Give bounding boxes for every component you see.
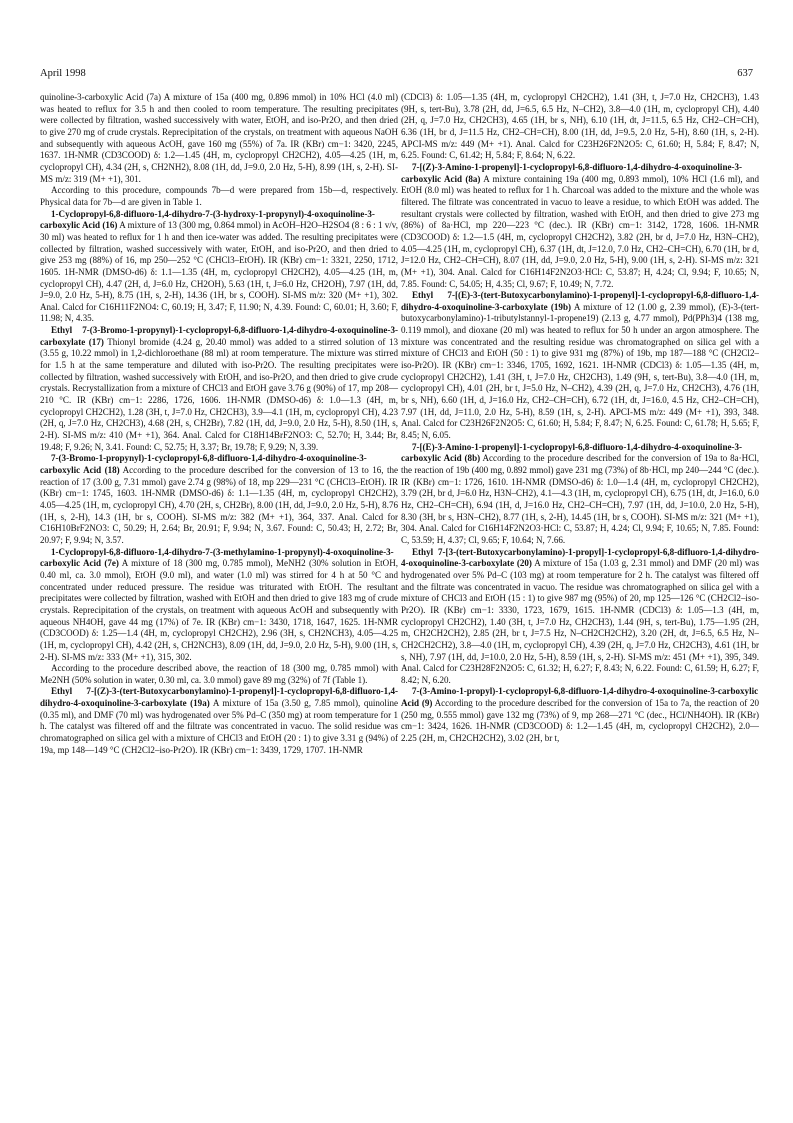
- compound-heading: 7-[(E)-3-Amino-1-propenyl]-1-cyclopropyl-6,8-difluoro-1,4-dihydro-4-oxoquinoline-3-carboxylic Acid (8b): [401, 441, 743, 464]
- page-header: [40, 68, 753, 88]
- compound-heading: Ethyl 7-(3-Bromo-1-propynyl)-1-cyclopropyl-6,8-difluoro-1,4-dihydro-4-oxoquinoline-3-carboxylate (17): [40, 325, 398, 347]
- paragraph-text: A mixture of 12 (1.00 g, 2.39 mmol), (E)-3-(tert-butoxycarbonylamino)-1-tributylstannyl-1-propene19) (2.13 g, 4.77 mmol), Pd(PPh3)4 (138 mg, 0.119 mmol), and dioxane (20 ml) was heated to reflux for 50 h under an argon atmosphere. The mixture was concentrated and the resulting residue was chromatographed on silica gel with a mixture of CHCl3 and EtOH (50 : 1) to give 931 mg (87%) of 19b, mp 187—188 °C (CH2Cl2–iso-Pr2O). IR (KBr) cm−1: 3346, 1705, 1692, 1621. 1H-NMR (CDCl3) δ: 1.05—1.35 (4H, m, cyclopropyl CH2CH2), 1.41 (3H, t, J=7.0 Hz, CH2CH3), 1.49 (9H, s, tert-Bu), 3.8—4.0 (1H, m, cyclopropyl CH), 4.01 (2H, br t, J=5.0 Hz, N–CH2), 4.39 (2H, q, J=7.0 Hz, CH2CH3), 4.76 (1H, br s, NH), 6.60 (1H, d, J=16.0 Hz, CH2–CH=CH), 6.72 (1H, dt, J=16.0, 4.5 Hz, CH2–CH=CH), 7.97 (1H, dd, J=11.0, 2.0 Hz, 5-H), 8.59 (1H, s, 2-H). APCI-MS m/z: 449 (M+ +1), 393, 348. Anal. Calcd for C23H26F2N2O5: C, 61.60; H, 5.84; F, 8.47; N, 6.25. Found: C, 61.78; H, 5.65; F, 8.45; N, 6.05.: [401, 301, 759, 441]
- compound-heading: 1-Cyclopropyl-6,8-difluoro-1,4-dihydro-7-(3-hydroxy-1-propynyl)-4-oxoquinoline-3-carboxylic Acid (16): [40, 208, 375, 231]
- paragraph-text: According to the procedure described above, the reaction of 18 (300 mg, 0.785 mmol) with Me2NH (50% solution in water, 0.30 ml, ca. 3.0 mmol) gave 89 mg (32%) of 7f (Table 1).: [40, 663, 398, 685]
- paragraph-text: A mixture of 15a (3.50 g, 7.85 mmol), quinoline (0.35 ml), and DMF (70 ml) was hydrogenated over 5% Pd–C (350 mg) at room temperature for 1 h. The catalyst was filtered off and the filtrate was concentrated in vacuo. The solid residue was chromatographed on silica gel with a mixture of CHCl3 and EtOH (20 : 1) to give 3.31 g (94%) of 19a, mp 148—149 °C (CH2Cl2–iso-Pr2O). IR (KBr) cm−1: 3439, 1729, 1707. 1H-NMR: [40, 698, 398, 755]
- paragraph-text: A mixture containing 19a (400 mg, 0.893 mmol), 10% HCl (1.6 ml), and EtOH (8.0 ml) was heated to reflux for 1 h. Charcoal was added to the mixture and the whole was filtered. The filtrate was concentrated in vacuo to leave a residue, to which EtOH was added. The resultant crystals were collected by filtration, washed with EtOH, and then dried to give 273 mg (86%) of 8a·HCl, mp 220—223 °C (dec.). IR (KBr) cm−1: 3142, 1728, 1606. 1H-NMR (CD3COOD) δ: 1.2—1.5 (4H, m, cyclopropyl CH2CH2), 3.82 (2H, br d, J=7.0 Hz, H3N–CH2), 4.05—4.25 (1H, m, cyclopropyl CH), 6.37 (1H, dt, J=12.0, 7.0 Hz, CH2–CH=CH), 6.70 (1H, br d, J=12.0 Hz, CH2–CH=CH), 8.07 (1H, dd, J=9.0, 2.0 Hz, 5-H), 9.00 (1H, s, 2-H). SI-MS m/z: 321 (M+ +1), 304. Anal. Calcd for C16H14F2N2O3·HCl: C, 53.87; H, 4.24; Cl, 9.94; F, 10.65; N, 7.85. Found: C, 54.05; H, 4.35; Cl, 9.67; F, 10.49; N, 7.72.: [401, 173, 759, 289]
- page-number: 637: [737, 68, 753, 79]
- paragraph: [401, 686, 759, 744]
- left-column: [40, 92, 398, 1102]
- paragraph: [401, 92, 759, 162]
- paragraph-text: quinoline-3-carboxylic Acid (7a) A mixture of 15a (400 mg, 0.896 mmol) in 10% HCl (4.0 ml) was heated to reflux for 3.5 h and then cooled to room temperature. The resulting precipitates were collected by filtration, washed successively with water, EtOH, and iso-Pr2O, and then dried to give 270 mg of crude crystals. Reprecipitation of the crystals, on treatment with aqueous NaOH and subsequently with aqueous AcOH, gave 160 mg (55%) of 7a. IR (KBr) cm−1: 3420, 2245, 1637. 1H-NMR (CD3COOD) δ: 1.2—1.45 (4H, m, cyclopropyl CH2CH2), 4.05—4.25 (1H, m, cyclopropyl CH), 4.34 (2H, s, CH2NH2), 8.08 (1H, dd, J=9.0, 2.0 Hz, 5-H), 8.99 (1H, s, 2-H). SI-MS m/z: 319 (M+ +1), 301.: [40, 92, 398, 184]
- compound-heading: Ethyl 7-[(Z)-3-(tert-Butoxycarbonylamino)-1-propenyl]-1-cyclopropyl-6,8-difluoro-1,4-dihydro-4-oxoquinoline-3-carboxylate (19a): [40, 686, 398, 709]
- paragraph: [40, 92, 398, 185]
- running-header-date: April 1998: [40, 68, 86, 79]
- paragraph: [40, 325, 398, 453]
- paragraph: [401, 442, 759, 547]
- paragraph-text: Thionyl bromide (4.24 g, 20.40 mmol) was added to a stirred solution of 13 (3.55 g, 10.22 mmol) in 1,2-dichloroethane (88 ml) at room temperature. The mixture was stirred for 1.5 h at the same temperature and diluted with iso-Pr2O. The resulting precipitates were collected by filtration, washed successively with EtOH, and iso-Pr2O, and then dried to give crude crystals. Recrystallization from a mixture of CHCl3 and EtOH gave 3.76 g (90%) of 17, mp 208—210 °C. IR (KBr) cm−1: 2286, 1726, 1606. 1H-NMR (DMSO-d6) δ: 1.0—1.3 (4H, m, cyclopropyl CH2CH2), 1.28 (3H, t, J=7.0 Hz, CH2CH3), 3.9—4.1 (1H, m, cyclopropyl CH), 4.23 (2H, q, J=7.0 Hz, CH2CH3), 4.68 (2H, s, CH2Br), 7.82 (1H, dd, J=9.0, 2.0 Hz, 5-H), 8.50 (1H, s, 2-H). SI-MS m/z: 410 (M+ +1), 364. Anal. Calcd for C18H14BrF2NO3: C, 52.70; H, 3.44; Br, 19.48; F, 9.26; N, 3.41. Found: C, 52.75; H, 3.37; Br, 19.78; F, 9.29; N, 3.39.: [40, 336, 398, 452]
- paragraph: [401, 547, 759, 687]
- paragraph-text: According to the procedure described for the conversion of 19a to 8a·HCl, the reaction of 19b (400 mg, 0.892 mmol) gave 231 mg (73%) of 8b·HCl, mp 240—244 °C (dec.). IR (KBr) cm−1: 1726, 1610. 1H-NMR (DMSO-d6) δ: 1.0—1.4 (4H, m, cyclopropyl CH2CH2), 3.79 (2H, br d, J=6.0 Hz, H3N–CH2), 4.1—4.3 (1H, m, cyclopropyl CH), 6.75 (1H, dt, J=16.0, 6.0 Hz, CH2–CH=CH), 6.94 (1H, d, J=16.0 Hz, CH2–CH=CH), 7.97 (1H, dd, J=10.0, 2.0 Hz, 5-H), 8.30 (3H, br s, H3N–CH2), 8.77 (1H, s, 2-H), 14.45 (1H, br s, COOH). SI-MS m/z: 321 (M+ +1), 304. Anal. Calcd for C16H14F2N2O3·HCl: C, 53.87; H, 4.24; Cl, 9.94; F, 10.65; N, 7.85. Found: C, 53.59; H, 4.37; Cl, 9.65; F, 10.64; N, 7.66.: [401, 453, 759, 545]
- compound-heading: 7-(3-Amino-1-propyl)-1-cyclopropyl-6,8-difluoro-1,4-dihydro-4-oxoquinoline-3-carboxylic Acid (9): [401, 686, 759, 709]
- paragraph: [40, 686, 398, 756]
- paragraph: [40, 185, 398, 208]
- paragraph: [40, 547, 398, 664]
- paragraph-text: According to the procedure described for the conversion of 15a to 7a, the reaction of 20 (250 mg, 0.555 mmol) gave 132 mg (73%) of 9, mp 268—271 °C (dec., HCl/NH4OH). IR (KBr) cm−1: 3424, 1626. 1H-NMR (CD3COOD) δ: 1.2—1.45 (4H, m, cyclopropyl CH2CH2), 2.0—2.25 (2H, m, CH2CH2CH2), 3.02 (2H, br t,: [401, 698, 759, 744]
- compound-heading: 7-[(Z)-3-Amino-1-propenyl]-1-cyclopropyl-6,8-difluoro-1,4-dihydro-4-oxoquinoline-3-carboxylic Acid (8a): [401, 161, 743, 184]
- paragraph: [40, 663, 398, 686]
- paragraph: [40, 453, 398, 546]
- paragraph-text: According to the procedure described for the conversion of 13 to 16, the reaction of 17 (3.00 g, 7.31 mmol) gave 2.74 g (98%) of 18, mp 229—231 °C (CHCl3–EtOH). IR (KBr) cm−1: 1745, 1603. 1H-NMR (DMSO-d6) δ: 1.1—1.35 (4H, m, cyclopropyl CH2CH2), 4.05—4.25 (1H, m, cyclopropyl CH), 4.70 (2H, s, CH2Br), 8.00 (1H, dd, J=9.0, 2.0 Hz, 5-H), 8.76 (1H, s, 2-H), 14.3 (1H, br s, COOH). SI-MS m/z: 382 (M+ +1), 364, 337. Anal. Calcd for C16H10BrF2NO3: C, 50.29; H, 2.64; Br, 20.91; F, 9.94; N, 3.67. Found: C, 50.43; H, 2.72; Br, 20.97; F, 9.94; N, 3.57.: [40, 465, 398, 545]
- paragraph: [401, 290, 759, 442]
- compound-heading: 7-(3-Bromo-1-propynyl)-1-cyclopropyl-6,8-difluoro-1,4-dihydro-4-oxoquinoline-3-carboxylic Acid (18): [40, 453, 367, 475]
- paragraph-text: A mixture of 13 (300 mg, 0.864 mmol) in AcOH–H2O–H2SO4 (8 : 6 : 1 v/v, 30 ml) was heated to reflux for 1 h and then ice-water was added. The resulting precipitates were collected by filtration, washed successively with water, EtOH, and iso-Pr2O, and then dried to give 253 mg (88%) of 16, mp 250—252 °C (CHCl3–EtOH). IR (KBr) cm−1: 3321, 2250, 1712, 1605. 1H-NMR (DMSO-d6) δ: 1.1—1.35 (4H, m, cyclopropyl CH2CH2), 4.05—4.25 (1H, m, cyclopropyl CH), 4.47 (2H, d, J=6.0 Hz, CH2OH), 5.63 (1H, t, J=6.0 Hz, CH2OH), 7.97 (1H, dd, J=9.0, 2.0 Hz, 5-H), 8.75 (1H, s, 2-H), 14.36 (1H, br s, COOH). SI-MS m/z: 320 (M+ +1), 302. Anal. Calcd for C16H11F2NO4: C, 60.19; H, 3.47; F, 11.90; N, 4.39. Found: C, 60.01; H, 3.60; F, 11.98; N, 4.35.: [40, 220, 398, 324]
- paragraph-text: A mixture of 15a (1.03 g, 2.31 mmol) and DMF (20 ml) was hydrogenated over 5% Pd–C (103 mg) at room temperature for 2 h. The catalyst was filtered off and the filtrate was concentrated in vacuo. The residue was chromatographed on silica gel with a mixture of CHCl3 and EtOH (15 : 1) to give 987 mg (95%) of 20, mp 125—126 °C (CH2Cl2–iso-Pr2O). IR (KBr) cm−1: 3330, 1723, 1679, 1615. 1H-NMR (CDCl3) δ: 1.05—1.3 (4H, m, cyclopropyl CH2CH2), 1.40 (3H, t, J=7.0 Hz, CH2CH3), 1.44 (9H, s, tert-Bu), 1.75—1.95 (2H, m, CH2CH2CH2), 2.85 (2H, br t, J=7.5 Hz, N–CH2CH2CH2), 3.20 (2H, dt, J=6.5, 6.5 Hz, N–CH2CH2CH2), 3.8—4.0 (1H, m, cyclopropyl CH), 4.39 (2H, q, J=7.0 Hz, CH2CH3), 4.61 (1H, br s, NH), 7.97 (1H, dd, J=10.0, 2.0 Hz, 5-H), 8.59 (1H, s, 2-H). SI-MS m/z: 451 (M+ +1), 395, 349. Anal. Calcd for C23H28F2N2O5: C, 61.32; H, 6.27; F, 8.43; N, 6.22. Found: C, 61.59; H, 6.27; F, 8.42; N, 6.20.: [401, 558, 759, 685]
- right-column: [401, 92, 759, 1102]
- paragraph-text: According to this procedure, compounds 7b—d were prepared from 15b—d, respectively. Physical data for 7b—d are given in Table 1.: [40, 185, 398, 207]
- paragraph-text: A mixture of 18 (300 mg, 0.785 mmol), MeNH2 (30% solution in EtOH, 0.40 ml, ca. 3.0 mmol), EtOH (9.0 ml), and water (1.0 ml) was stirred for 4 h at 50 °C and concentrated under reduced pressure. The residue was triturated with EtOH. The resultant precipitates were collected by filtration, washed with EtOH and then dried to give 183 mg of crude crystals. Reprecipitation of the crystals, on treatment with aqueous AcOH and subsequently with aqueous NH4OH, gave 44 mg (17%) of 7e. IR (KBr) cm−1: 3430, 1718, 1647, 1625. 1H-NMR (CD3COOD) δ: 1.25—1.4 (4H, m, cyclopropyl CH2CH2), 2.96 (3H, s, CH2NCH3), 4.05—4.25 (1H, m, cyclopropyl CH), 4.42 (2H, s, CH2NCH3), 8.09 (1H, dd, J=9.0, 2.0 Hz, 5-H), 9.00 (1H, s, 2-H). SI-MS m/z: 333 (M+ +1), 315, 302.: [40, 558, 398, 662]
- compound-heading: 1-Cyclopropyl-6,8-difluoro-1,4-dihydro-7-(3-methylamino-1-propynyl)-4-oxoquinoline-3-carboxylic Acid (7e): [40, 546, 394, 569]
- paragraph: [401, 162, 759, 290]
- compound-heading: Ethyl 7-[(E)-3-(tert-Butoxycarbonylamino)-1-propenyl]-1-cyclopropyl-6,8-difluoro-1,4-dihydro-4-oxoquinoline-3-carboxylate (19b): [401, 290, 759, 312]
- compound-heading: Ethyl 7-[3-(tert-Butoxycarbonylamino)-1-propyl]-1-cyclopropyl-6,8-difluoro-1,4-dihydro-4-oxoquinoline-3-carboxylate (20): [401, 546, 759, 569]
- paragraph: [40, 209, 398, 326]
- paragraph-text: (CDCl3) δ: 1.05—1.35 (4H, m, cyclopropyl CH2CH2), 1.41 (3H, t, J=7.0 Hz, CH2CH3), 1.43 (9H, s, tert-Bu), 3.78 (2H, dd, J=6.5, 6.5 Hz, N–CH2), 3.8—4.0 (1H, m, cyclopropyl CH), 4.40 (2H, q, J=7.0 Hz, CH2CH3), 4.65 (1H, br s, NH), 6.10 (1H, dt, J=11.5, 6.5 Hz, CH2–CH=CH), 6.36 (1H, br d, J=11.5 Hz, CH2–CH=CH), 8.00 (1H, dd, J=9.5, 2.0 Hz, 5-H), 8.60 (1H, s, 2-H). APCI-MS m/z: 449 (M+ +1). Anal. Calcd for C23H26F2N2O5: C, 61.60; H, 5.84; F, 8.47; N, 6.25. Found: C, 61.42; H, 5.84; F, 8.64; N, 6.22.: [401, 92, 759, 161]
